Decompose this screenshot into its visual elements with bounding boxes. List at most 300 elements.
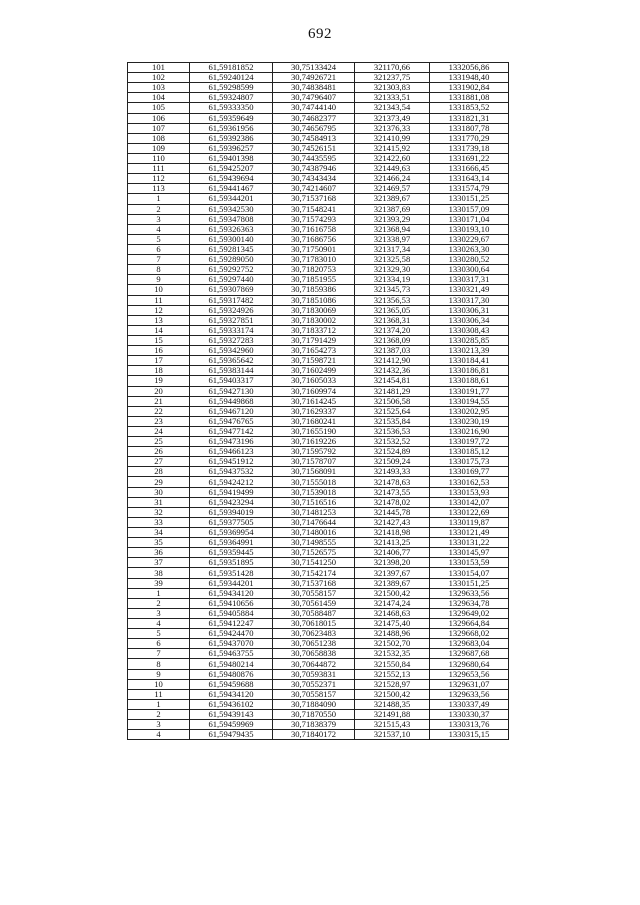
table-cell: 1331853,52 (430, 103, 509, 113)
table-cell: 1330263,30 (430, 244, 509, 254)
table-cell: 112 (128, 174, 190, 184)
table-cell: 321536,53 (355, 426, 430, 436)
table-cell: 61,59364991 (190, 538, 273, 548)
table-row (128, 103, 509, 113)
table-cell: 321488,35 (355, 699, 430, 709)
table-cell: 1330306,31 (430, 305, 509, 315)
table-row (128, 588, 509, 598)
table-cell: 1330317,31 (430, 275, 509, 285)
table-cell: 321478,63 (355, 477, 430, 487)
table-cell: 20 (128, 386, 190, 396)
table-cell: 321552,13 (355, 669, 430, 679)
table-cell: 61,59459688 (190, 679, 273, 689)
table-cell: 11 (128, 295, 190, 305)
table-cell: 321410,99 (355, 133, 430, 143)
table-cell: 321525,64 (355, 406, 430, 416)
table-cell: 61,59434120 (190, 689, 273, 699)
table-cell: 30,71539018 (273, 487, 355, 497)
table-cell: 61,59419499 (190, 487, 273, 497)
table-cell: 6 (128, 639, 190, 649)
table-cell: 30,71578707 (273, 457, 355, 467)
table-cell: 9 (128, 669, 190, 679)
table-cell: 1331821,31 (430, 113, 509, 123)
table-row (128, 113, 509, 123)
table-row (128, 710, 509, 720)
table-row (128, 528, 509, 538)
table-cell: 30,74656795 (273, 123, 355, 133)
table-cell: 30,71680241 (273, 416, 355, 426)
table-cell: 1330131,22 (430, 538, 509, 548)
table-cell: 321454,81 (355, 376, 430, 386)
table-cell: 1330280,52 (430, 255, 509, 265)
table-cell: 321532,35 (355, 649, 430, 659)
table-row (128, 497, 509, 507)
table-cell: 30,74343434 (273, 174, 355, 184)
coordinates-table-body (128, 63, 509, 740)
table-cell: 61,59333174 (190, 325, 273, 335)
table-cell: 321550,84 (355, 659, 430, 669)
table-cell: 321413,25 (355, 538, 430, 548)
table-cell: 30,71859386 (273, 285, 355, 295)
table-cell: 61,59307869 (190, 285, 273, 295)
table-cell: 321398,20 (355, 558, 430, 568)
table-row (128, 224, 509, 234)
table-cell: 1331902,84 (430, 83, 509, 93)
table-cell: 321334,19 (355, 275, 430, 285)
table-cell: 30,70651238 (273, 639, 355, 649)
table-row (128, 174, 509, 184)
table-cell: 1330300,64 (430, 265, 509, 275)
table-cell: 321468,63 (355, 608, 430, 618)
table-cell: 30,71830069 (273, 305, 355, 315)
table-cell: 61,59289050 (190, 255, 273, 265)
table-cell: 61,59424212 (190, 477, 273, 487)
table-cell: 321432,36 (355, 366, 430, 376)
table-cell: 1330119,87 (430, 517, 509, 527)
table-cell: 5 (128, 629, 190, 639)
table-cell: 321515,43 (355, 720, 430, 730)
table-row (128, 285, 509, 295)
table-cell: 61,59361956 (190, 123, 273, 133)
table-cell: 30,71686756 (273, 234, 355, 244)
table-cell: 61,59333350 (190, 103, 273, 113)
table-cell: 4 (128, 619, 190, 629)
table-cell: 61,59292752 (190, 265, 273, 275)
table-row (128, 487, 509, 497)
table-cell: 321387,69 (355, 204, 430, 214)
table-row (128, 649, 509, 659)
table-cell: 1331739,18 (430, 143, 509, 153)
table-cell: 1330194,55 (430, 396, 509, 406)
table-cell: 1331643,14 (430, 174, 509, 184)
table-cell: 61,59365642 (190, 356, 273, 366)
table-cell: 1330193,10 (430, 224, 509, 234)
table-cell: 30,71480016 (273, 528, 355, 538)
table-cell: 34 (128, 528, 190, 538)
table-row (128, 416, 509, 426)
table-cell: 30,74526151 (273, 143, 355, 153)
table-row (128, 265, 509, 275)
table-cell: 30,71602499 (273, 366, 355, 376)
table-cell: 6 (128, 244, 190, 254)
table-cell: 61,59359445 (190, 548, 273, 558)
table-row (128, 366, 509, 376)
table-cell: 1 (128, 588, 190, 598)
table-cell: 1329633,56 (430, 689, 509, 699)
table-row (128, 204, 509, 214)
table-cell: 321500,42 (355, 588, 430, 598)
table-cell: 1330145,97 (430, 548, 509, 558)
table-cell: 321422,60 (355, 153, 430, 163)
table-cell: 30,70644872 (273, 659, 355, 669)
table-cell: 61,59342960 (190, 346, 273, 356)
table-row (128, 83, 509, 93)
table-cell: 1331574,79 (430, 184, 509, 194)
table-cell: 1330213,39 (430, 346, 509, 356)
table-cell: 23 (128, 416, 190, 426)
table-cell: 30,71851086 (273, 295, 355, 305)
table-cell: 19 (128, 376, 190, 386)
table-cell: 101 (128, 63, 190, 73)
table-cell: 30,74926721 (273, 73, 355, 83)
table-cell: 61,59434120 (190, 588, 273, 598)
table-cell: 321368,94 (355, 224, 430, 234)
table-cell: 106 (128, 113, 190, 123)
table-cell: 8 (128, 659, 190, 669)
table-cell: 1329653,56 (430, 669, 509, 679)
table-row (128, 396, 509, 406)
table-cell: 61,59377505 (190, 517, 273, 527)
table-cell: 1331881,08 (430, 93, 509, 103)
table-cell: 61,59351428 (190, 568, 273, 578)
table-cell: 1329633,56 (430, 588, 509, 598)
table-cell: 30,70593831 (273, 669, 355, 679)
table-row (128, 467, 509, 477)
table-cell: 2 (128, 598, 190, 608)
table-cell: 61,59317482 (190, 295, 273, 305)
table-cell: 321333,51 (355, 93, 430, 103)
table-row (128, 386, 509, 396)
table-row (128, 63, 509, 73)
table-row (128, 335, 509, 345)
table-cell: 321329,30 (355, 265, 430, 275)
table-cell: 105 (128, 103, 190, 113)
table-cell: 30,70588487 (273, 608, 355, 618)
table-cell: 30,74796407 (273, 93, 355, 103)
table-cell: 27 (128, 457, 190, 467)
table-cell: 18 (128, 366, 190, 376)
table-cell: 108 (128, 133, 190, 143)
table-cell: 1331807,78 (430, 123, 509, 133)
table-row (128, 143, 509, 153)
table-cell: 321535,84 (355, 416, 430, 426)
table-cell: 29 (128, 477, 190, 487)
table-cell: 37 (128, 558, 190, 568)
table-cell: 30,75133424 (273, 63, 355, 73)
table-cell: 1330188,61 (430, 376, 509, 386)
table-cell: 321502,70 (355, 639, 430, 649)
table-cell: 61,59466123 (190, 447, 273, 457)
table-cell: 1 (128, 194, 190, 204)
table-cell: 61,59401398 (190, 153, 273, 163)
table-row (128, 669, 509, 679)
table-cell: 1330330,37 (430, 710, 509, 720)
table-cell: 321237,75 (355, 73, 430, 83)
table-row (128, 93, 509, 103)
table-row (128, 214, 509, 224)
table-cell: 61,59383144 (190, 366, 273, 376)
table-cell: 61,59327851 (190, 315, 273, 325)
table-row (128, 153, 509, 163)
table-cell: 1329683,04 (430, 639, 509, 649)
table-cell: 321356,53 (355, 295, 430, 305)
table-cell: 109 (128, 143, 190, 153)
table-cell: 1330337,49 (430, 699, 509, 709)
table-row (128, 275, 509, 285)
table-row (128, 457, 509, 467)
table-cell: 113 (128, 184, 190, 194)
table-cell: 61,59451912 (190, 457, 273, 467)
table-cell: 30,74435595 (273, 153, 355, 163)
table-row (128, 447, 509, 457)
table-cell: 1330171,04 (430, 214, 509, 224)
table-cell: 61,59439143 (190, 710, 273, 720)
table-cell: 61,59441467 (190, 184, 273, 194)
table-cell: 321466,24 (355, 174, 430, 184)
table-cell: 61,59396257 (190, 143, 273, 153)
table-cell: 1330186,81 (430, 366, 509, 376)
table-row (128, 598, 509, 608)
table-cell: 321427,43 (355, 517, 430, 527)
table-cell: 321528,97 (355, 679, 430, 689)
table-cell: 61,59344201 (190, 194, 273, 204)
table-cell: 321345,73 (355, 285, 430, 295)
table-cell: 61,59437532 (190, 467, 273, 477)
table-cell: 321389,67 (355, 194, 430, 204)
table-cell: 321481,29 (355, 386, 430, 396)
table-cell: 321170,66 (355, 63, 430, 73)
table-cell: 1330151,25 (430, 578, 509, 588)
table-cell: 12 (128, 305, 190, 315)
table-cell: 1330317,30 (430, 295, 509, 305)
table-cell: 21 (128, 396, 190, 406)
table-cell: 1331691,22 (430, 153, 509, 163)
table-cell: 321368,31 (355, 315, 430, 325)
coordinates-table (127, 62, 509, 740)
table-cell: 321449,63 (355, 164, 430, 174)
table-cell: 61,59297440 (190, 275, 273, 285)
table-cell: 36 (128, 548, 190, 558)
table-cell: 61,59240124 (190, 73, 273, 83)
table-cell: 1330162,53 (430, 477, 509, 487)
table-cell: 61,59424470 (190, 629, 273, 639)
table-cell: 30,71654273 (273, 346, 355, 356)
table-cell: 61,59324926 (190, 305, 273, 315)
table-cell: 321493,33 (355, 467, 430, 477)
table-cell: 321393,29 (355, 214, 430, 224)
table-cell: 30,71838379 (273, 720, 355, 730)
table-cell: 321373,49 (355, 113, 430, 123)
table-cell: 30,74387946 (273, 164, 355, 174)
table-cell: 1331770,29 (430, 133, 509, 143)
table-cell: 61,59480214 (190, 659, 273, 669)
table-cell: 30,71537168 (273, 578, 355, 588)
table-cell: 30,71481253 (273, 507, 355, 517)
table-cell: 1330191,77 (430, 386, 509, 396)
table-cell: 1330197,72 (430, 437, 509, 447)
table-cell: 30,71598721 (273, 356, 355, 366)
table-cell: 30,71833712 (273, 325, 355, 335)
table-cell: 1330321,49 (430, 285, 509, 295)
table-cell: 30,71609974 (273, 386, 355, 396)
table-cell: 30,71476644 (273, 517, 355, 527)
table-cell: 30,70618015 (273, 619, 355, 629)
table-cell: 1330184,41 (430, 356, 509, 366)
table-cell: 14 (128, 325, 190, 335)
table-row (128, 164, 509, 174)
table-cell: 1330285,85 (430, 335, 509, 345)
table-row (128, 325, 509, 335)
table-cell: 61,59181852 (190, 63, 273, 73)
table-cell: 321387,03 (355, 346, 430, 356)
table-row (128, 356, 509, 366)
table-cell: 13 (128, 315, 190, 325)
table-cell: 61,59439694 (190, 174, 273, 184)
table-cell: 30,74584913 (273, 133, 355, 143)
table-cell: 321488,96 (355, 629, 430, 639)
table-row (128, 184, 509, 194)
table-cell: 30,71750901 (273, 244, 355, 254)
table-cell: 25 (128, 437, 190, 447)
table-row (128, 639, 509, 649)
table-cell: 321469,57 (355, 184, 430, 194)
table-cell: 7 (128, 255, 190, 265)
table-cell: 15 (128, 335, 190, 345)
table-cell: 11 (128, 689, 190, 699)
table-cell: 321397,67 (355, 568, 430, 578)
table-cell: 30 (128, 487, 190, 497)
table-row (128, 689, 509, 699)
table-cell: 30,71614245 (273, 396, 355, 406)
table-cell: 30,71537168 (273, 194, 355, 204)
table-cell: 321376,33 (355, 123, 430, 133)
table-cell: 321475,40 (355, 619, 430, 629)
table-cell: 61,59479435 (190, 730, 273, 740)
table-cell: 1329664,84 (430, 619, 509, 629)
table-cell: 8 (128, 265, 190, 275)
table-cell: 30,74744140 (273, 103, 355, 113)
table-cell: 61,59327283 (190, 335, 273, 345)
table-cell: 61,59369954 (190, 528, 273, 538)
table-cell: 61,59324807 (190, 93, 273, 103)
table-cell: 321491,88 (355, 710, 430, 720)
table-row (128, 608, 509, 618)
table-cell: 321325,58 (355, 255, 430, 265)
table-cell: 321478,02 (355, 497, 430, 507)
table-cell: 3 (128, 720, 190, 730)
table-row (128, 73, 509, 83)
table-cell: 61,59427130 (190, 386, 273, 396)
table-cell: 2 (128, 204, 190, 214)
table-row (128, 234, 509, 244)
table-cell: 102 (128, 73, 190, 83)
table-cell: 61,59410656 (190, 598, 273, 608)
table-row (128, 720, 509, 730)
table-row (128, 659, 509, 669)
table-cell: 24 (128, 426, 190, 436)
table-cell: 61,59473196 (190, 437, 273, 447)
table-row (128, 406, 509, 416)
table-cell: 4 (128, 224, 190, 234)
table-cell: 1330153,93 (430, 487, 509, 497)
table-cell: 321474,24 (355, 598, 430, 608)
table-cell: 1330142,07 (430, 497, 509, 507)
table-cell: 61,59298599 (190, 83, 273, 93)
table-cell: 61,59405884 (190, 608, 273, 618)
table-cell: 321500,42 (355, 689, 430, 699)
table-cell: 30,71830002 (273, 315, 355, 325)
table-cell: 61,59477142 (190, 426, 273, 436)
table-cell: 30,71616758 (273, 224, 355, 234)
page-number: 692 (308, 26, 332, 42)
table-cell: 30,70558157 (273, 588, 355, 598)
table-cell: 321368,09 (355, 335, 430, 345)
table-cell: 61,59394019 (190, 507, 273, 517)
table-cell: 61,59351895 (190, 558, 273, 568)
table-cell: 61,59326363 (190, 224, 273, 234)
table-cell: 1329634,78 (430, 598, 509, 608)
table-cell: 61,59392386 (190, 133, 273, 143)
table-cell: 1330229,67 (430, 234, 509, 244)
table-cell: 31 (128, 497, 190, 507)
table-cell: 321389,67 (355, 578, 430, 588)
table-row (128, 477, 509, 487)
table-cell: 1330154,07 (430, 568, 509, 578)
table-cell: 61,59347808 (190, 214, 273, 224)
table-cell: 30,70558157 (273, 689, 355, 699)
table-row (128, 295, 509, 305)
table-cell: 3 (128, 214, 190, 224)
table-cell: 30,74838481 (273, 83, 355, 93)
table-cell: 321343,54 (355, 103, 430, 113)
table-cell: 30,71870550 (273, 710, 355, 720)
table-row (128, 315, 509, 325)
table-cell: 30,71783010 (273, 255, 355, 265)
table-cell: 321303,83 (355, 83, 430, 93)
table-row (128, 558, 509, 568)
table-cell: 30,70561459 (273, 598, 355, 608)
table-cell: 103 (128, 83, 190, 93)
table-cell: 321537,10 (355, 730, 430, 740)
table-cell: 1329668,02 (430, 629, 509, 639)
table-cell: 1330216,90 (430, 426, 509, 436)
table-cell: 9 (128, 275, 190, 285)
table-row (128, 133, 509, 143)
table-cell: 30,71548241 (273, 204, 355, 214)
table-cell: 1330185,12 (430, 447, 509, 457)
table-cell: 30,71884090 (273, 699, 355, 709)
table-row (128, 517, 509, 527)
table-cell: 2 (128, 710, 190, 720)
table-cell: 30,71840172 (273, 730, 355, 740)
table-cell: 33 (128, 517, 190, 527)
table-cell: 17 (128, 356, 190, 366)
table-cell: 1330153,59 (430, 558, 509, 568)
table-cell: 16 (128, 346, 190, 356)
table-cell: 61,59425207 (190, 164, 273, 174)
table-cell: 1332056,86 (430, 63, 509, 73)
table-cell: 10 (128, 285, 190, 295)
